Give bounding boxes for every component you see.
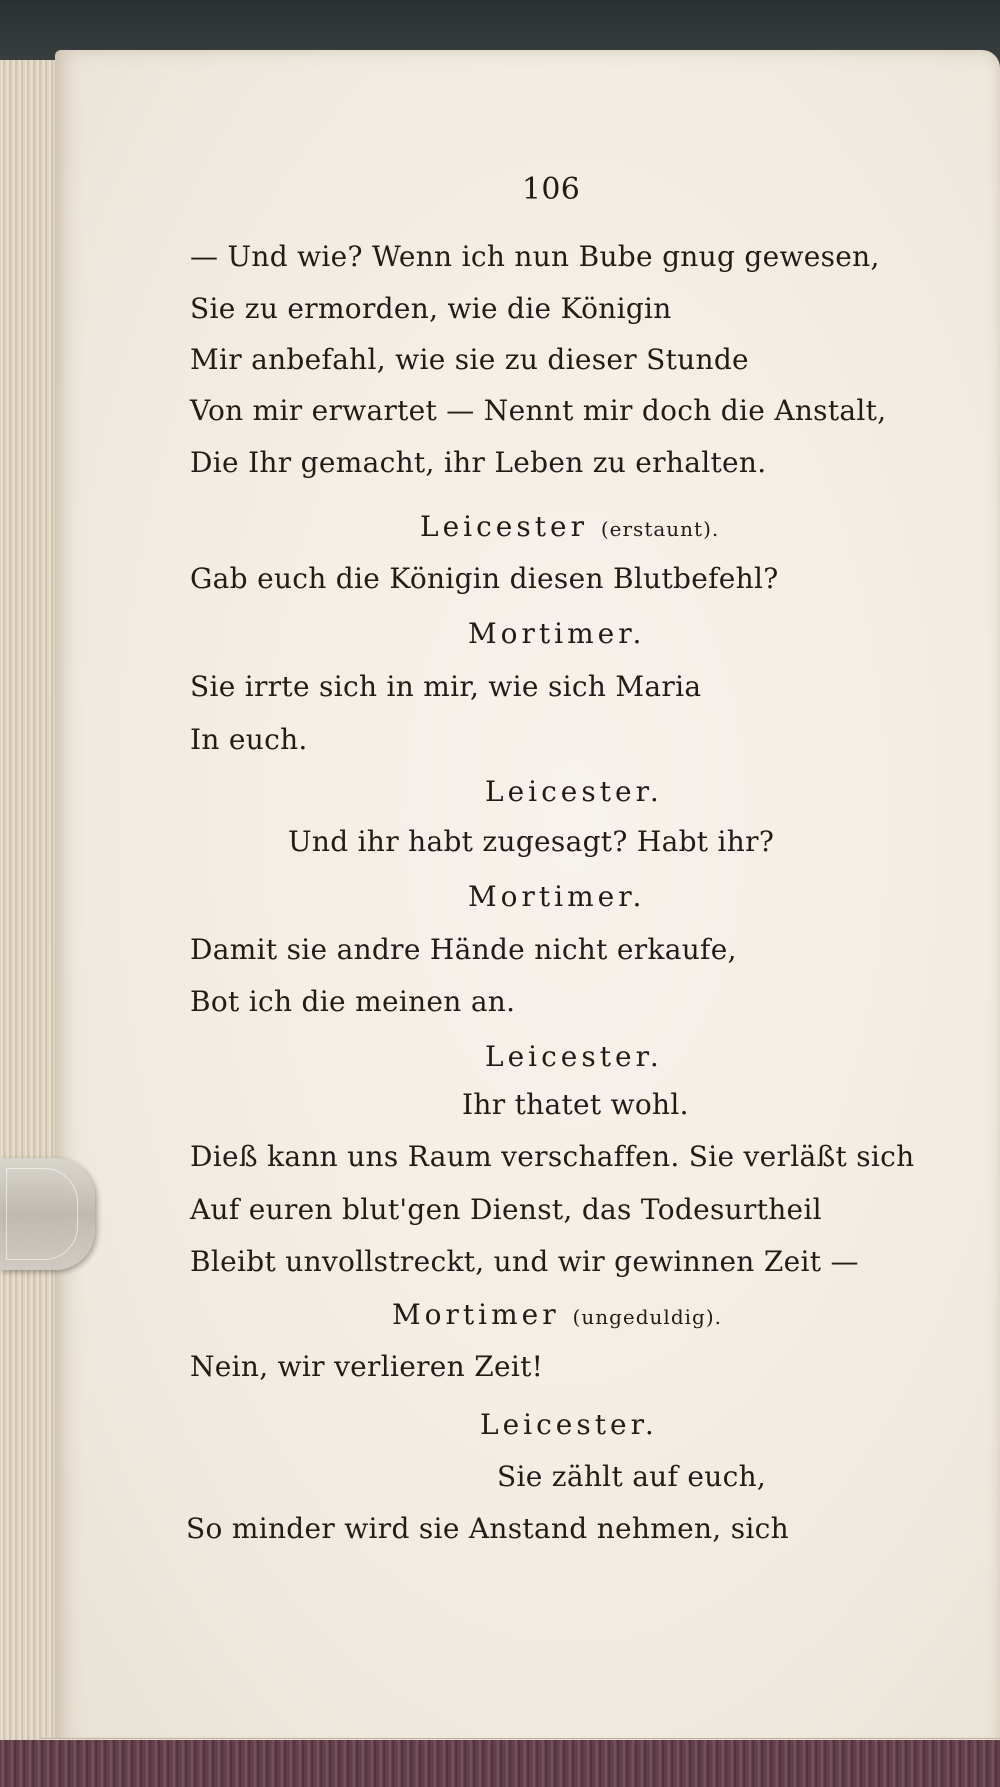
verse-line: In euch. (190, 723, 308, 756)
speaker-label: Leicester (420, 510, 588, 543)
stage-direction: (erstaunt). (600, 517, 720, 541)
verse-line: Die Ihr gemacht, ihr Leben zu erhalten. (190, 446, 767, 479)
speaker-name: Mortimer. (468, 880, 646, 913)
verse-line: — Und wie? Wenn ich nun Bube gnug gewesen, (190, 240, 880, 273)
speaker-name: Leicester. (480, 1408, 658, 1441)
verse-line: Bleibt unvollstreckt, und wir gewinnen Zeit — (190, 1245, 859, 1278)
verse-line: So minder wird sie Anstand nehmen, sich (186, 1512, 789, 1545)
stage-direction: (ungeduldig). (572, 1305, 722, 1329)
page-clip (0, 1158, 95, 1270)
verse-line: Sie irrte sich in mir, wie sich Maria (190, 670, 702, 703)
speaker-label: Mortimer (392, 1298, 560, 1331)
verse-line: Gab euch die Königin diesen Blutbefehl? (190, 562, 779, 595)
speaker-name: Mortimer. (468, 617, 646, 650)
verse-line: Und ihr habt zugesagt? Habt ihr? (288, 825, 775, 858)
verse-line: Damit sie andre Hände nicht erkaufe, (190, 933, 737, 966)
verse-line: Bot ich die meinen an. (190, 985, 516, 1018)
speaker-name (420, 510, 719, 543)
verse-line: Auf euren blut'gen Dienst, das Todesurtheil (190, 1193, 822, 1226)
speaker-name: Leicester. (485, 1040, 663, 1073)
binding-cloth (0, 1740, 1000, 1787)
speaker-name: Leicester. (485, 775, 663, 808)
page-number: 106 (522, 172, 581, 207)
verse-line: Von mir erwartet — Nennt mir doch die Anstalt, (190, 394, 887, 427)
verse-line: Ihr thatet wohl. (462, 1088, 689, 1121)
verse-line: Dieß kann uns Raum verschaffen. Sie verläßt sich (190, 1140, 915, 1173)
verse-line: Mir anbefahl, wie sie zu dieser Stunde (190, 343, 749, 376)
verse-line: Sie zu ermorden, wie die Königin (190, 292, 672, 325)
verse-line: Sie zählt auf euch, (497, 1460, 767, 1493)
speaker-name (392, 1298, 722, 1331)
verse-line: Nein, wir verlieren Zeit! (190, 1350, 544, 1383)
